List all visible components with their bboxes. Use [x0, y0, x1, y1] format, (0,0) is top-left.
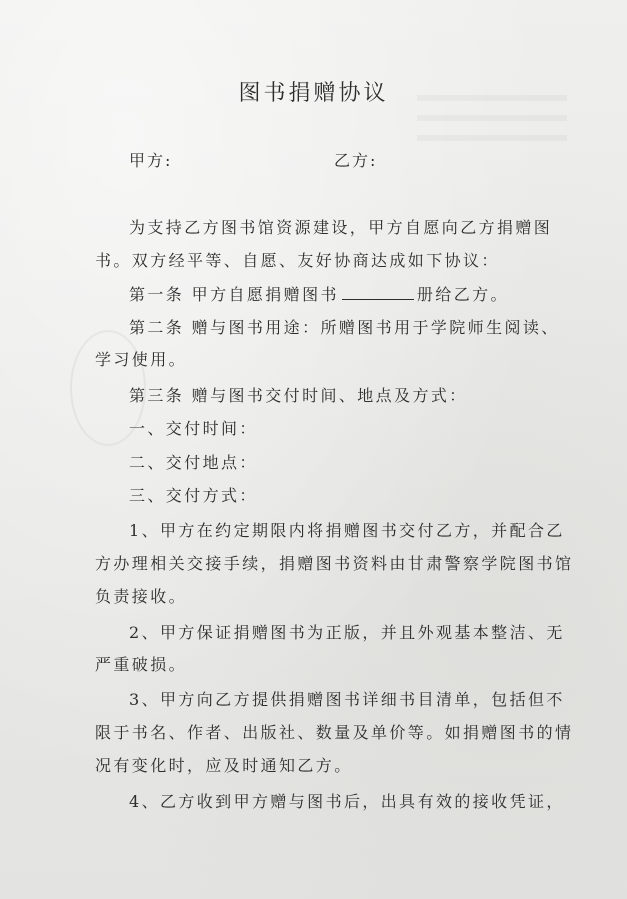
item-2-line-2: 严重破损。 — [95, 655, 188, 674]
item-3-line-3: 况有变化时，应及时通知乙方。 — [95, 756, 353, 775]
item-2-line-1: 2、甲方保证捐赠图书为正版，并且外观基本整洁、无 — [129, 623, 565, 642]
article-3-time: 一、交付时间： — [129, 419, 258, 438]
item-1-line-3: 负责接收。 — [95, 587, 188, 606]
intro-line-1: 为支持乙方图书馆资源建设，甲方自愿向乙方捐赠图 — [129, 218, 553, 237]
article-2-line-2: 学习使用。 — [95, 350, 188, 369]
article-1-prefix: 第一条 甲方自愿捐赠图书 — [129, 285, 339, 304]
document-title: 图书捐赠协议 — [238, 81, 389, 106]
article-1 — [129, 285, 509, 305]
article-2-line-1: 第二条 赠与图书用途：所赠图书用于学院师生阅读、 — [129, 318, 560, 337]
article-3-heading: 第三条 赠与图书交付时间、地点及方式： — [129, 386, 468, 405]
item-1-line-1: 1、甲方在约定期限内将捐赠图书交付乙方，并配合乙 — [129, 521, 565, 540]
item-1-line-2: 方办理相关交接手续，捐赠图书资料由甘肃警察学院图书馆 — [95, 554, 574, 573]
item-4-line-1: 4、乙方收到甲方赠与图书后，出具有效的接收凭证， — [129, 792, 565, 811]
article-3-place: 二、交付地点： — [129, 453, 258, 472]
article-3-method: 三、交付方式： — [129, 486, 258, 505]
item-3-line-2: 限于书名、作者、出版社、数量及单价等。如捐赠图书的情 — [95, 723, 574, 742]
item-3-line-1: 3、甲方向乙方提供捐赠图书详细书目清单，包括但不 — [129, 690, 565, 709]
intro-line-2: 书。双方经平等、自愿、友好协商达成如下协议： — [95, 251, 500, 270]
party-a-label: 甲方: — [129, 151, 173, 170]
party-b-label: 乙方: — [334, 151, 378, 170]
quantity-blank — [342, 285, 414, 300]
article-1-suffix: 册给乙方。 — [416, 285, 509, 304]
